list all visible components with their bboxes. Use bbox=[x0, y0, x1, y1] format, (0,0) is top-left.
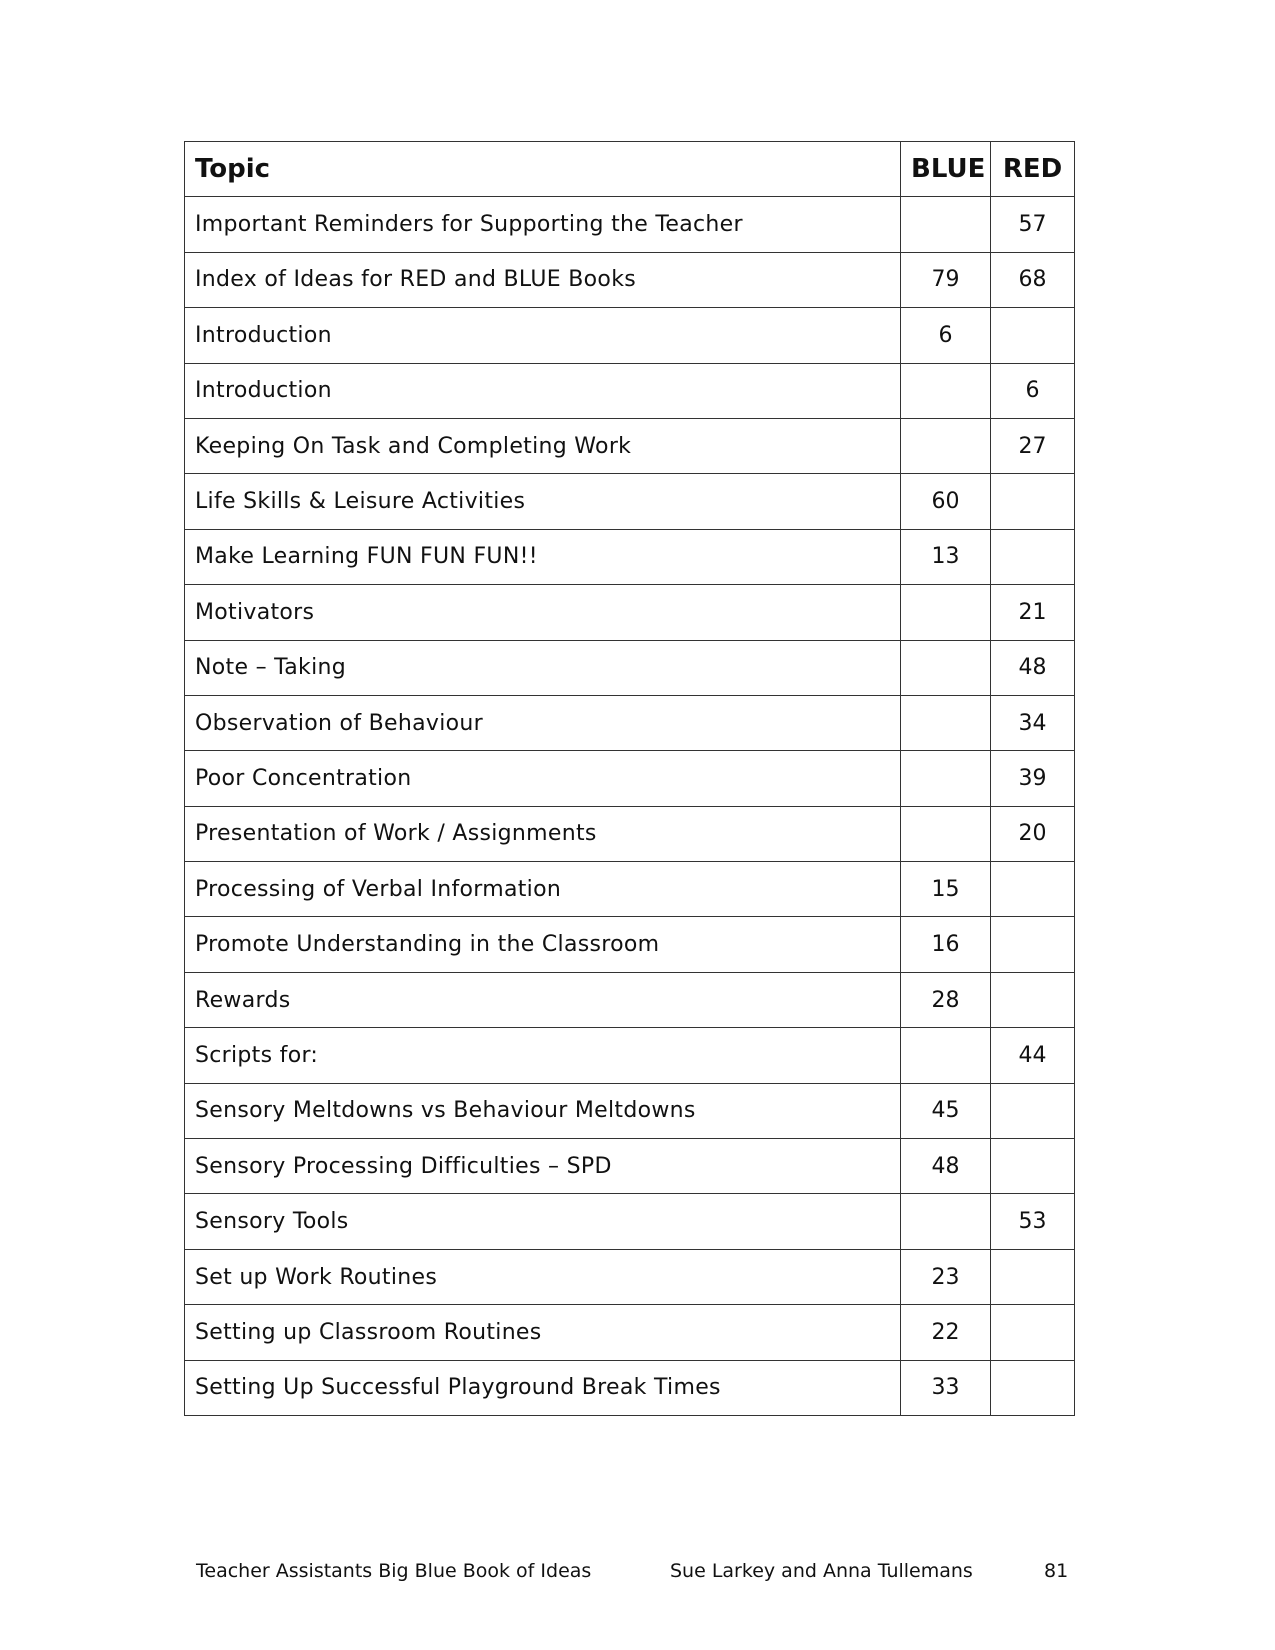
table-header-row bbox=[185, 142, 1075, 197]
row-red-page: 27 bbox=[991, 418, 1075, 473]
table-row bbox=[185, 806, 1075, 861]
table-row bbox=[185, 363, 1075, 418]
row-blue-page: 79 bbox=[901, 252, 991, 307]
row-blue-page: 33 bbox=[901, 1360, 991, 1415]
row-red-page: 53 bbox=[991, 1194, 1075, 1249]
row-topic: Make Learning FUN FUN FUN!! bbox=[185, 529, 901, 584]
row-red-page: 44 bbox=[991, 1028, 1075, 1083]
row-topic: Life Skills & Leisure Activities bbox=[185, 474, 901, 529]
row-blue-page bbox=[901, 418, 991, 473]
row-topic: Scripts for: bbox=[185, 1028, 901, 1083]
row-blue-page bbox=[901, 1028, 991, 1083]
table-row bbox=[185, 1083, 1075, 1138]
row-blue-page: 16 bbox=[901, 917, 991, 972]
row-topic: Observation of Behaviour bbox=[185, 695, 901, 750]
row-topic: Index of Ideas for RED and BLUE Books bbox=[185, 252, 901, 307]
header-red: RED bbox=[991, 142, 1075, 197]
row-red-page: 68 bbox=[991, 252, 1075, 307]
table-row bbox=[185, 308, 1075, 363]
row-red-page bbox=[991, 529, 1075, 584]
table-row bbox=[185, 1194, 1075, 1249]
row-blue-page bbox=[901, 751, 991, 806]
row-topic: Introduction bbox=[185, 363, 901, 418]
row-blue-page bbox=[901, 806, 991, 861]
table-row bbox=[185, 972, 1075, 1027]
row-red-page bbox=[991, 917, 1075, 972]
table-row bbox=[185, 862, 1075, 917]
row-topic: Setting Up Successful Playground Break Times bbox=[185, 1360, 901, 1415]
row-red-page: 20 bbox=[991, 806, 1075, 861]
row-topic: Processing of Verbal Information bbox=[185, 862, 901, 917]
row-red-page bbox=[991, 1083, 1075, 1138]
row-red-page bbox=[991, 308, 1075, 363]
row-red-page: 34 bbox=[991, 695, 1075, 750]
table-row bbox=[185, 640, 1075, 695]
row-red-page: 48 bbox=[991, 640, 1075, 695]
row-blue-page: 6 bbox=[901, 308, 991, 363]
row-red-page bbox=[991, 474, 1075, 529]
table-row bbox=[185, 1305, 1075, 1360]
row-topic: Promote Understanding in the Classroom bbox=[185, 917, 901, 972]
index-table bbox=[184, 141, 1075, 1416]
table-row bbox=[185, 695, 1075, 750]
row-topic: Important Reminders for Supporting the Teacher bbox=[185, 197, 901, 252]
row-blue-page: 23 bbox=[901, 1249, 991, 1304]
table-row bbox=[185, 585, 1075, 640]
row-blue-page: 28 bbox=[901, 972, 991, 1027]
row-red-page: 57 bbox=[991, 197, 1075, 252]
row-blue-page bbox=[901, 640, 991, 695]
header-blue: BLUE bbox=[901, 142, 991, 197]
row-blue-page bbox=[901, 1194, 991, 1249]
table-row bbox=[185, 1249, 1075, 1304]
row-red-page bbox=[991, 862, 1075, 917]
row-topic: Presentation of Work / Assignments bbox=[185, 806, 901, 861]
footer-book-title: Teacher Assistants Big Blue Book of Ideas bbox=[196, 1560, 592, 1582]
row-red-page bbox=[991, 1360, 1075, 1415]
table-row bbox=[185, 751, 1075, 806]
row-blue-page: 45 bbox=[901, 1083, 991, 1138]
table-row bbox=[185, 197, 1075, 252]
row-red-page: 39 bbox=[991, 751, 1075, 806]
row-blue-page bbox=[901, 363, 991, 418]
row-blue-page: 60 bbox=[901, 474, 991, 529]
row-red-page: 21 bbox=[991, 585, 1075, 640]
table-row bbox=[185, 418, 1075, 473]
header-topic: Topic bbox=[185, 142, 901, 197]
row-topic: Sensory Tools bbox=[185, 1194, 901, 1249]
row-topic: Keeping On Task and Completing Work bbox=[185, 418, 901, 473]
row-topic: Motivators bbox=[185, 585, 901, 640]
row-topic: Poor Concentration bbox=[185, 751, 901, 806]
row-topic: Introduction bbox=[185, 308, 901, 363]
table-row bbox=[185, 917, 1075, 972]
row-red-page bbox=[991, 1249, 1075, 1304]
row-topic: Sensory Meltdowns vs Behaviour Meltdowns bbox=[185, 1083, 901, 1138]
row-blue-page bbox=[901, 197, 991, 252]
row-red-page bbox=[991, 1305, 1075, 1360]
table-row bbox=[185, 252, 1075, 307]
row-topic: Note – Taking bbox=[185, 640, 901, 695]
row-red-page: 6 bbox=[991, 363, 1075, 418]
table-row bbox=[185, 1360, 1075, 1415]
row-blue-page: 22 bbox=[901, 1305, 991, 1360]
row-blue-page bbox=[901, 585, 991, 640]
row-topic: Set up Work Routines bbox=[185, 1249, 901, 1304]
footer-page-number: 81 bbox=[1044, 1560, 1069, 1582]
row-blue-page: 15 bbox=[901, 862, 991, 917]
table-row bbox=[185, 1139, 1075, 1194]
row-blue-page: 48 bbox=[901, 1139, 991, 1194]
row-red-page bbox=[991, 972, 1075, 1027]
row-blue-page: 13 bbox=[901, 529, 991, 584]
table-row bbox=[185, 474, 1075, 529]
row-topic: Setting up Classroom Routines bbox=[185, 1305, 901, 1360]
row-topic: Sensory Processing Difficulties – SPD bbox=[185, 1139, 901, 1194]
table-row bbox=[185, 1028, 1075, 1083]
row-red-page bbox=[991, 1139, 1075, 1194]
footer-authors: Sue Larkey and Anna Tullemans bbox=[670, 1560, 973, 1582]
row-blue-page bbox=[901, 695, 991, 750]
table-row bbox=[185, 529, 1075, 584]
row-topic: Rewards bbox=[185, 972, 901, 1027]
